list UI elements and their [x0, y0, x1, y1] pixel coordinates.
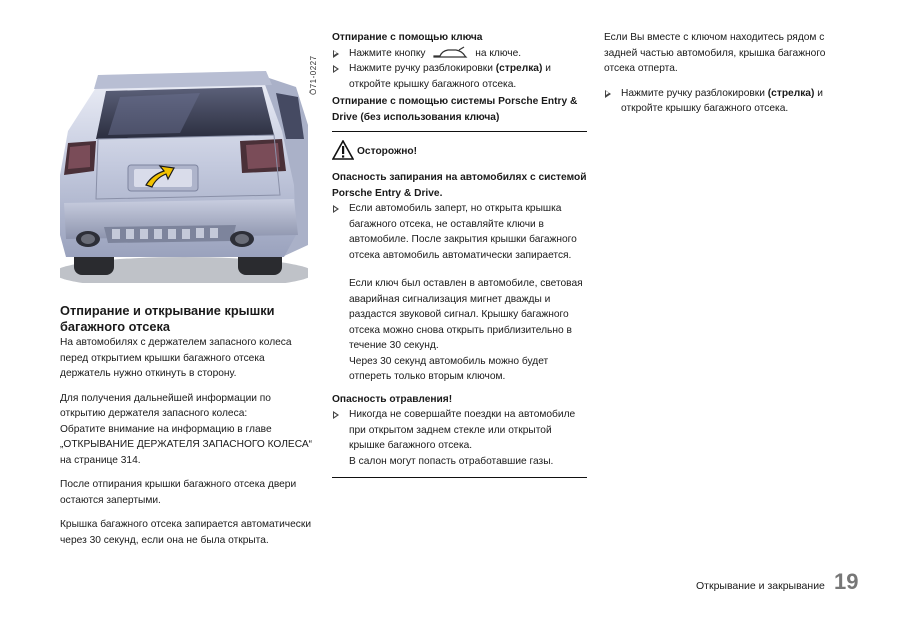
warning-triangle-icon: [332, 140, 354, 160]
bullet-triangle-icon: [333, 205, 339, 213]
car-rear-photo: [60, 35, 308, 283]
list-item: Нажмите ручку разблокировки (стрелка) и откройте крышку багажного отсека.: [332, 61, 587, 92]
warning-label: Осторожно!: [357, 145, 417, 157]
paragraph: Обратите внимание на информацию в главе „ОТКРЫВАНИЕ ДЕРЖАТЕЛЯ ЗАПАСНОГО КОЛЕСА“ на странице 314.: [60, 423, 313, 466]
footer-section-title: Открывание и закрывание: [696, 580, 825, 592]
bullet-triangle-icon: [605, 90, 611, 98]
warning-box: [332, 131, 587, 478]
right-column: [604, 30, 844, 117]
bullet-triangle-icon: [333, 411, 339, 419]
key-section-title: Отпирание с помощью ключа: [332, 32, 483, 43]
list-item: Никогда не совершайте поездки на автомобиле при открытом заднем стекле или открытой крышке багажного отсека. В салон могут попасть отработавшие газы.: [332, 407, 587, 469]
paragraph: Крышка багажного отсека запирается автоматически через 30 секунд, если она не была открыта.: [60, 519, 312, 546]
car-rear-illustration: [60, 35, 308, 283]
figure-id: Ö71-0227: [309, 55, 318, 95]
paragraph: Для получения дальнейшей информации по открытию держателя запасного колеса:: [60, 392, 271, 419]
section-title: Отпирание и открывание крышки багажного отсека: [60, 303, 275, 334]
page-number: 19: [834, 569, 859, 594]
paragraph: Если ключ был оставлен в автомобиле, световая аварийная сигнализация мигнет дважды и раздастся звуковой сигнал. Крышку багажного отсека можно снова открыть приблизительно в течение 30 секунд.: [349, 278, 583, 351]
bullet-triangle-icon: [333, 65, 339, 73]
paragraph: На автомобилях с держателем запасного колеса перед открытием крышки багажного отсека держатель нужно откинуть в сторону.: [60, 337, 292, 379]
warning-heading: Опасность запирания на автомобилях с системой Porsche Entry & Drive.: [332, 172, 587, 199]
paragraph: Если Вы вместе с ключом находитесь рядом с задней частью автомобиля, крышка багажного отсека отперта.: [604, 32, 826, 74]
warning-heading: Опасность отравления!: [332, 393, 453, 405]
bullet-triangle-icon: [333, 50, 339, 58]
paragraph: Через 30 секунд автомобиль можно будет отпереть только вторым ключом.: [349, 355, 549, 382]
list-item: Если автомобиль заперт, но открыта крышка багажного отсека, не оставляйте ключи в автомобиле. После закрытия крышки багажного отсека автомобиль автоматически запирается.: [332, 201, 587, 263]
paragraph: После отпирания крышки багажного отсека двери остаются запертыми.: [60, 479, 297, 506]
list-item: Нажмите ручку разблокировки (стрелка) и откройте крышку багажного отсека.: [604, 86, 844, 117]
warning-header: [332, 138, 587, 160]
list-item: Нажмите кнопку на ключе.: [332, 46, 587, 62]
middle-column: [332, 30, 587, 478]
left-column: [60, 303, 315, 557]
trunk-key-button-icon: [432, 46, 468, 60]
entry-section-title: Отпирание с помощью системы Porsche Entry & Drive (без использования ключа): [332, 96, 578, 123]
